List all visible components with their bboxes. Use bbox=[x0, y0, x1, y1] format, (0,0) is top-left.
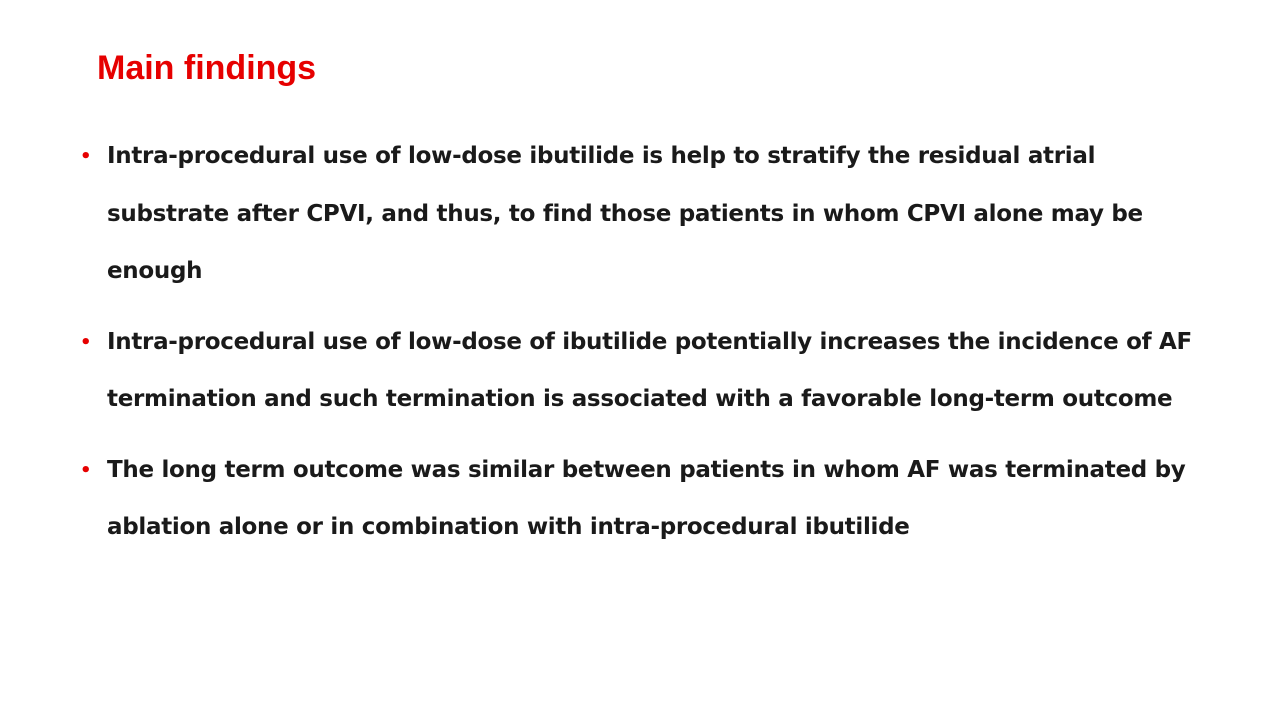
bullet-icon: • bbox=[80, 459, 92, 481]
bullet-icon: • bbox=[80, 146, 92, 167]
finding-text: Intra-procedural use of low-dose of ibutilide potentially increases the incidence of AF termination and such termination is associated with a favorable long-term outcome bbox=[107, 328, 1192, 412]
finding-item bbox=[80, 442, 1220, 557]
finding-item bbox=[80, 128, 1220, 301]
bullet-icon: • bbox=[80, 331, 92, 353]
finding-text: Intra-procedural use of low-dose ibutilide is help to stratify the residual atrial substrate after CPVI, and thus, to find those patients in whom CPVI alone may be enough bbox=[107, 143, 1143, 284]
finding-item bbox=[80, 314, 1220, 429]
slide-title: Main findings bbox=[97, 49, 317, 87]
findings-list bbox=[80, 128, 1220, 570]
finding-text: The long term outcome was similar between patients in whom AF was terminated by ablation alone or in combination with intra-procedural ibutilide bbox=[107, 456, 1186, 540]
